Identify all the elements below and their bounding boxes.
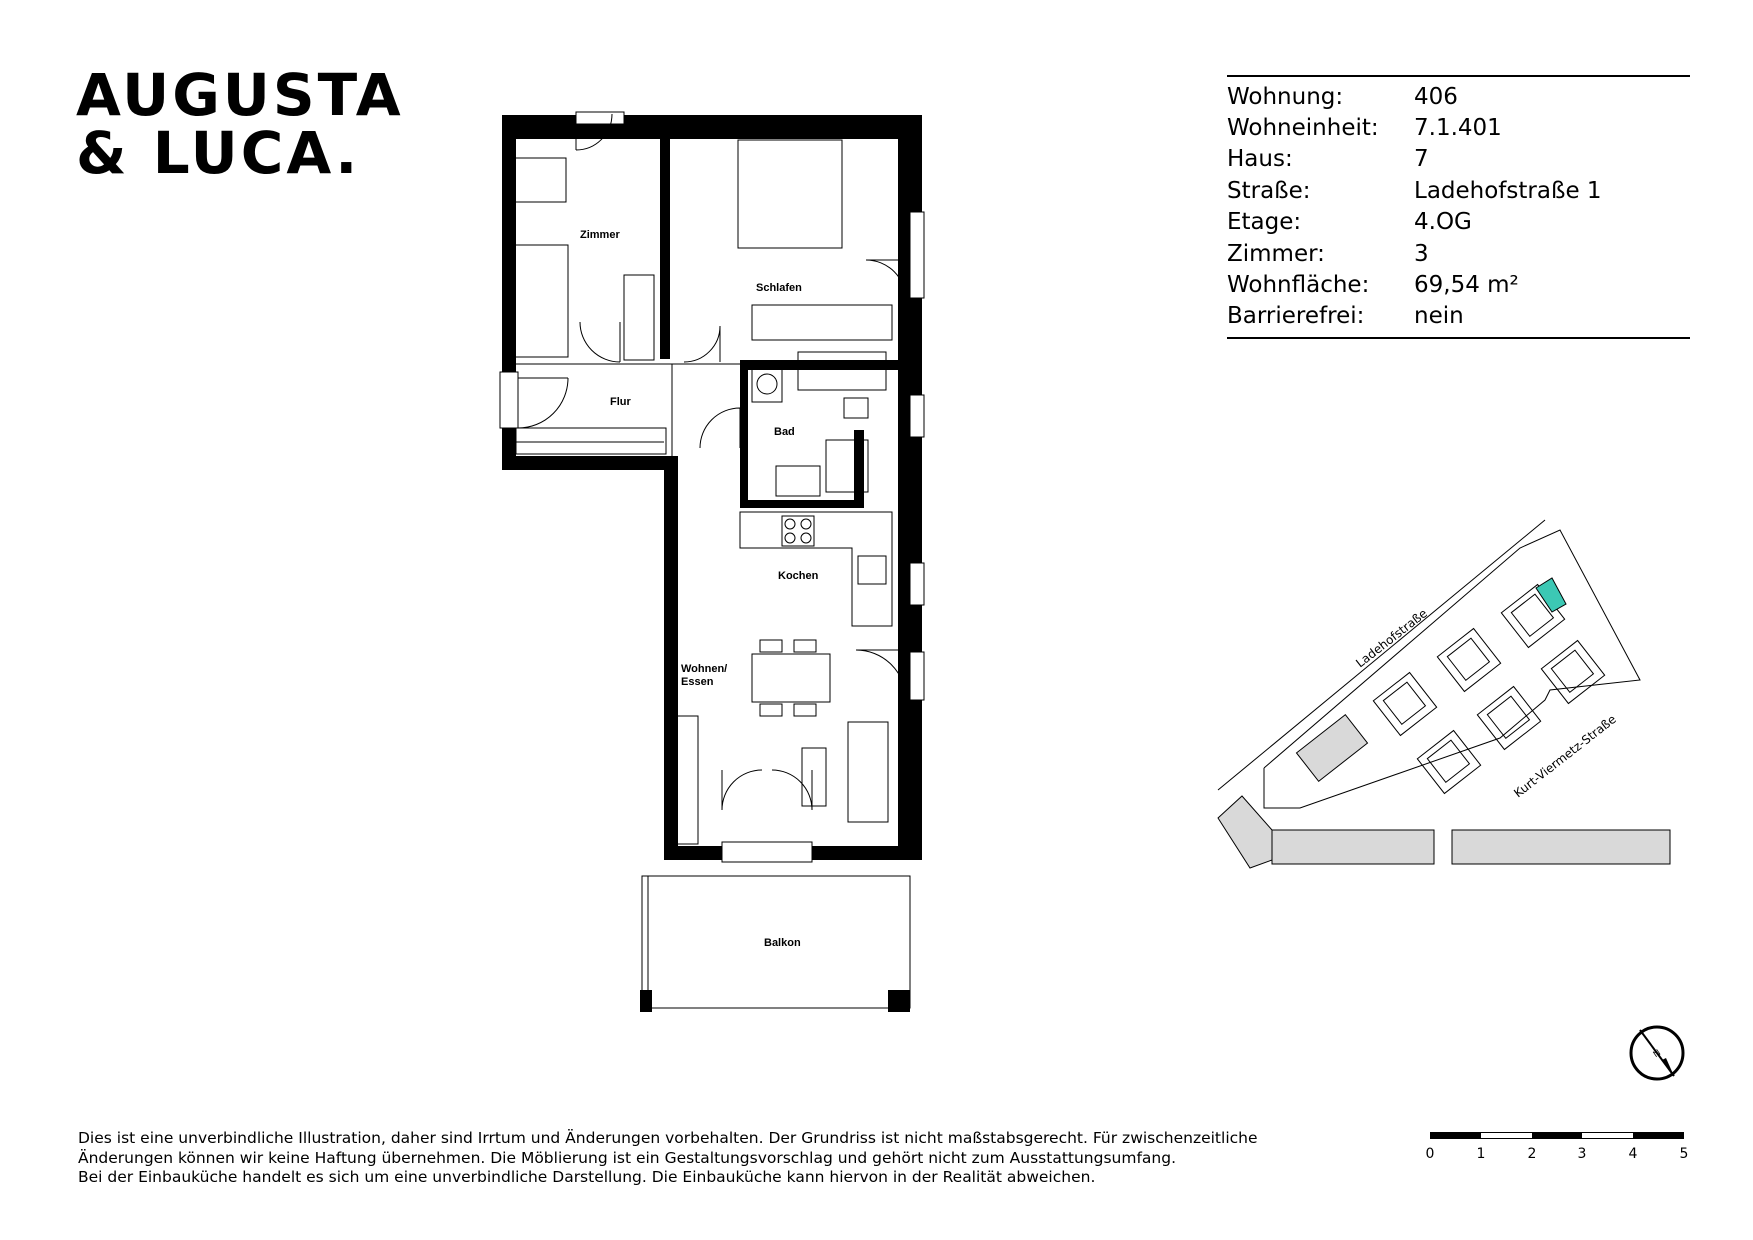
info-value: 3 (1414, 240, 1429, 267)
scale-label: 3 (1577, 1146, 1587, 1162)
wardrobe-2 (752, 305, 892, 340)
toilet (844, 398, 868, 418)
info-value: nein (1414, 303, 1464, 330)
outer-walls (502, 115, 922, 860)
scale-label: 4 (1628, 1146, 1638, 1162)
scale-label: 0 (1425, 1146, 1435, 1162)
info-value: Ladehofstraße 1 (1414, 177, 1602, 204)
brand-line-1: AUGUSTA (76, 61, 404, 129)
info-label: Zimmer: (1227, 240, 1325, 267)
bathtub (798, 352, 886, 390)
sideboard (676, 716, 698, 844)
wardrobe (624, 275, 654, 360)
room-label-zimmer: Zimmer (580, 229, 620, 241)
bed (738, 140, 842, 248)
dining-table (752, 654, 830, 702)
info-label: Barrierefrei: (1227, 303, 1365, 330)
info-value: 69,54 m² (1414, 272, 1519, 299)
desk (512, 158, 566, 202)
info-value: 7 (1414, 146, 1429, 173)
street-label-kurt-viermetz: Kurt-Viermetz-Straße (1511, 712, 1619, 801)
scale-bar (1425, 1132, 1689, 1172)
info-label: Wohneinheit: (1227, 115, 1379, 142)
disclaimer-line: Dies ist eine unverbindliche Illustration, daher sind Irrtum und Änderungen vorbehalten. Der Grundriss ist nicht maßstabsgerecht. Für zwischenzeitliche (78, 1129, 1258, 1147)
room-label-wohnen-2: Essen (681, 676, 714, 688)
brand-line-2: & LUCA. (76, 119, 361, 187)
scale-label: 2 (1527, 1146, 1537, 1162)
info-label: Wohnung: (1227, 83, 1344, 110)
highlighted-unit (1536, 578, 1566, 612)
info-label: Straße: (1227, 177, 1311, 204)
street-label-ladehofstrasse: Ladehofstraße (1353, 606, 1430, 671)
single-bed (512, 245, 568, 357)
scale-bar-track (1430, 1132, 1684, 1139)
scale-label: 1 (1476, 1146, 1486, 1162)
room-label-wohnen-1: Wohnen/ (681, 663, 728, 675)
info-value: 7.1.401 (1414, 115, 1502, 142)
scale-label: 5 (1679, 1146, 1689, 1162)
info-label: Wohnfläche: (1227, 272, 1370, 299)
sink (776, 466, 820, 496)
north-arrow-icon (1631, 1027, 1683, 1079)
room-label-bad: Bad (774, 426, 795, 438)
coffee-table (802, 748, 826, 806)
room-label-balkon: Balkon (764, 937, 801, 949)
info-value: 406 (1414, 83, 1458, 110)
disclaimer (78, 1129, 1318, 1188)
kitchen-counter (740, 512, 892, 626)
info-value: 4.OG (1414, 209, 1472, 236)
compass-letter: N (1651, 1047, 1663, 1060)
room-label-kochen: Kochen (778, 570, 819, 582)
kitchen-sink (858, 556, 886, 584)
room-label-schlafen: Schlafen (756, 282, 802, 294)
site-plan (1218, 520, 1670, 868)
disclaimer-line: Bei der Einbauküche handelt es sich um eine unverbindliche Darstellung. Die Einbauküche kann hiervon in der Realität abweichen. (78, 1168, 1096, 1186)
hall-cabinet (516, 428, 666, 454)
room-label-flur: Flur (610, 396, 631, 408)
info-label: Etage: (1227, 209, 1302, 236)
sofa (848, 722, 888, 822)
info-label: Haus: (1227, 146, 1293, 173)
floor-plan (500, 112, 924, 1012)
disclaimer-line: Änderungen können wir keine Haftung übernehmen. Die Möblierung ist ein Gestaltungsvorschlag und gehört nicht zum Ausstattungsumfang. (78, 1148, 1177, 1167)
